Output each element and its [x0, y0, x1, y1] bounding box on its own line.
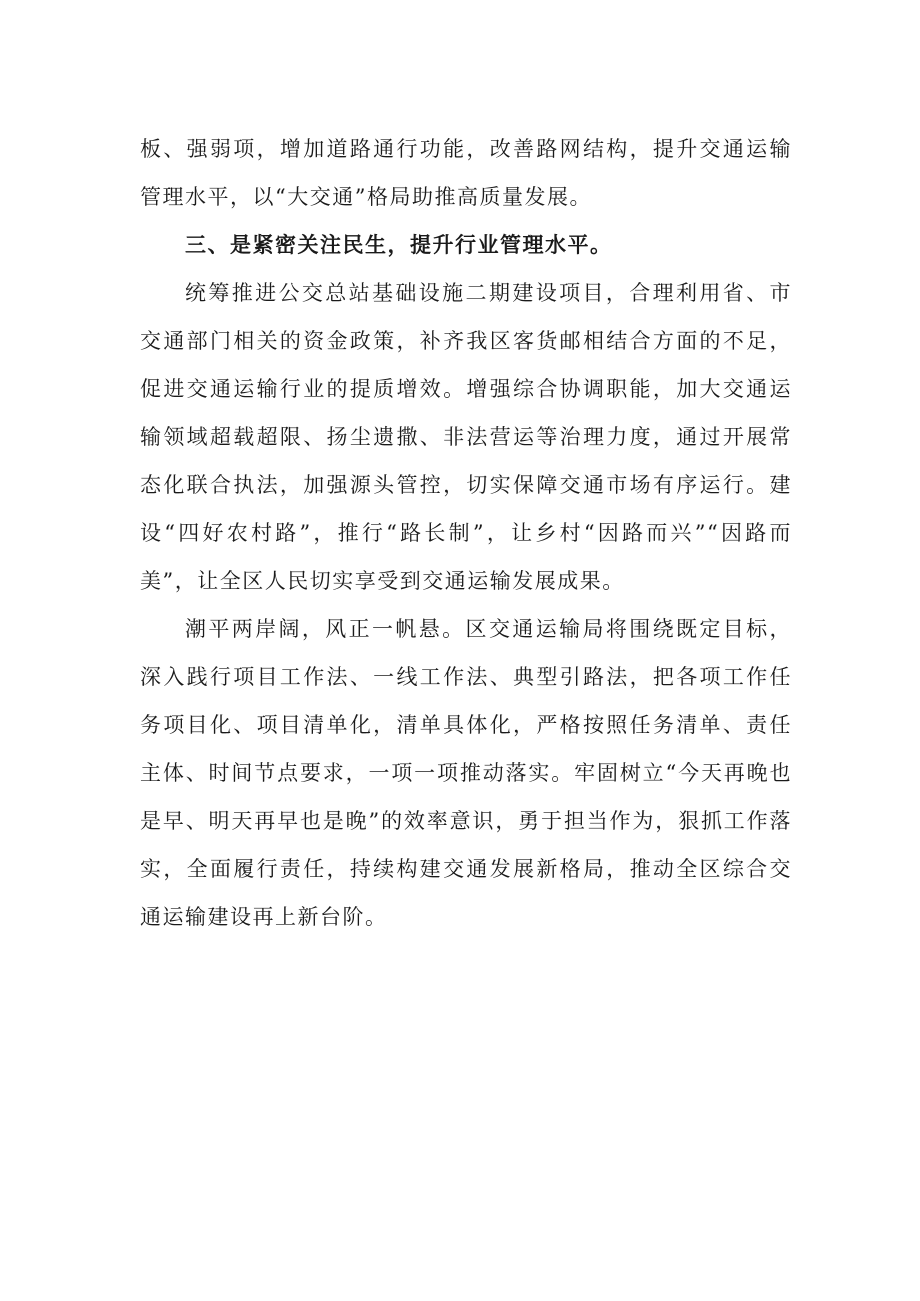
document-body [140, 125, 792, 941]
section-heading: 三、是紧密关注民生，提升行业管理水平。 [185, 233, 613, 257]
paragraph-continued: 板、强弱项，增加道路通行功能，改善路网结构，提升交通运输管理水平，以“大交通”格局助推高质量发展。 [140, 137, 792, 209]
paragraph-conclusion: 潮平两岸阔，风正一帆悬。区交通运输局将围绕既定目标，深入践行项目工作法、一线工作法、典型引路法，把各项工作任务项目化、项目清单化，清单具体化，严格按照任务清单、责任主体、时间节点要求，一项一项推动落实。牢固树立“今天再晚也是早、明天再早也是晚”的效率意识，勇于担当作为，狠抓工作落实，全面履行责任，持续构建交通发展新格局，推动全区综合交通运输建设再上新台阶。 [140, 617, 792, 929]
paragraph-livelihood: 统筹推进公交总站基础设施二期建设项目，合理利用省、市交通部门相关的资金政策，补齐我区客货邮相结合方面的不足，促进交通运输行业的提质增效。增强综合协调职能，加大交通运输领域超载超限、扬尘遗撒、非法营运等治理力度，通过开展常态化联合执法，加强源头管控，切实保障交通市场有序运行。建设“四好农村路”，推行“路长制”，让乡村“因路而兴”“因路而美”，让全区人民切实享受到交通运输发展成果。 [140, 281, 792, 593]
